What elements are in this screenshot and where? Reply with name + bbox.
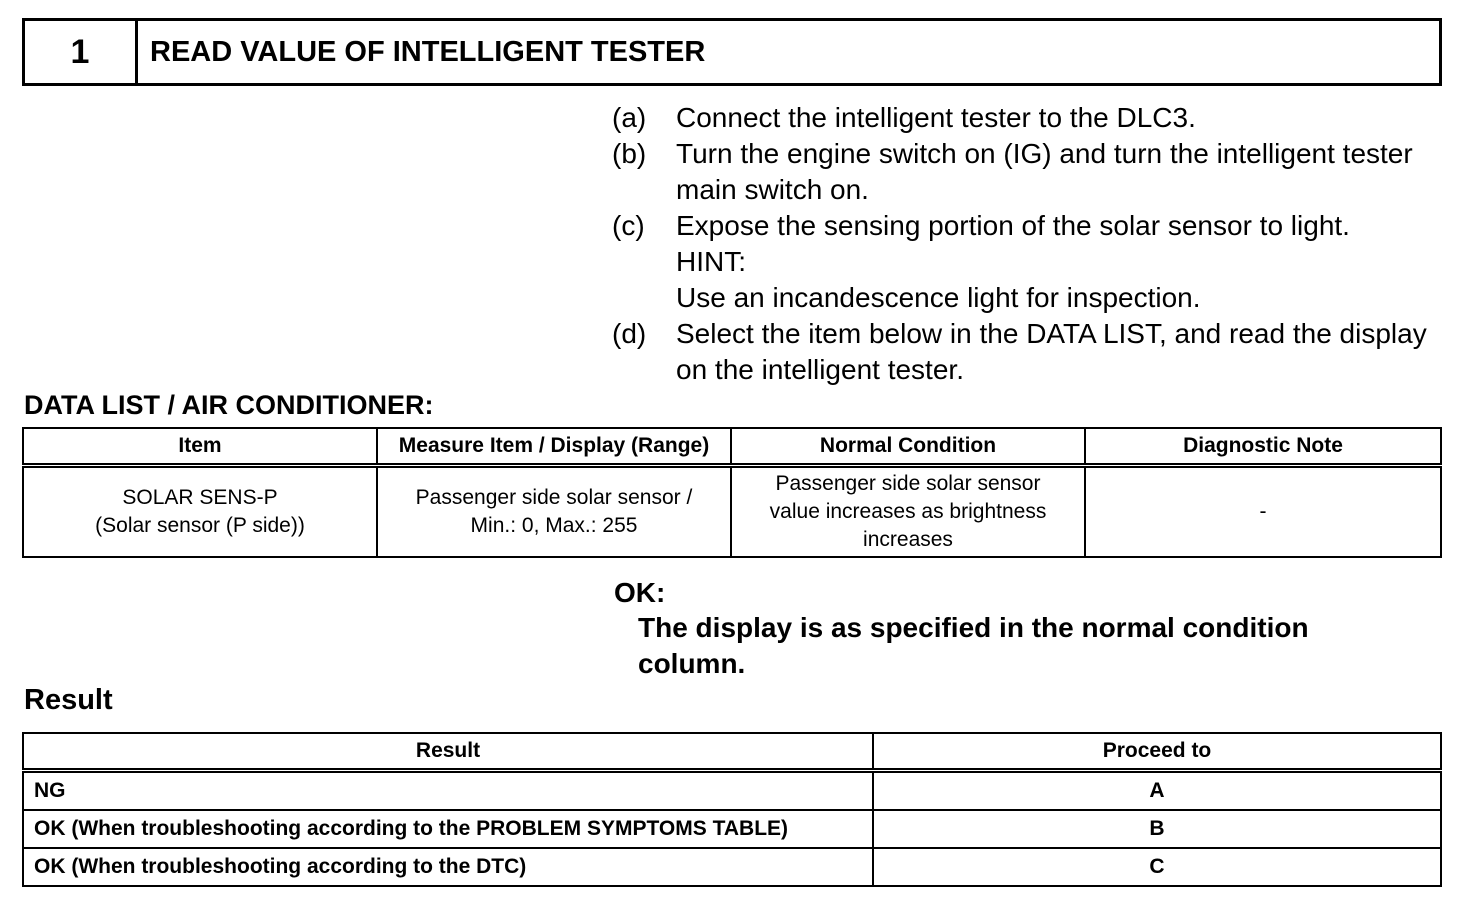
cell-diagnostic-note: - <box>1085 466 1441 558</box>
measure-line-1: Passenger side solar sensor / <box>415 486 693 509</box>
hint-text: Use an incandescence light for inspection. <box>676 282 1201 313</box>
measure-line-2: Min.: 0, Max.: 255 <box>470 514 638 537</box>
normal-line-3: increases <box>863 528 953 551</box>
header-item: Item <box>23 428 377 466</box>
step-title: READ VALUE OF INTELLIGENT TESTER <box>150 35 706 68</box>
item-description: (Solar sensor (P side)) <box>95 514 305 537</box>
cell-normal-condition <box>731 466 1085 558</box>
instruction-b-text: Turn the engine switch on (IG) and turn the intelligent tester main switch on. <box>676 138 1413 205</box>
step-header <box>22 18 1442 86</box>
instruction-d-text: Select the item below in the DATA LIST, and read the display on the intelligent tester. <box>676 318 1427 385</box>
instruction-c-text: Expose the sensing portion of the solar sensor to light. <box>676 210 1350 241</box>
instruction-d <box>612 316 1432 388</box>
proceed-cell: B <box>873 810 1441 848</box>
instruction-a-label: (a) <box>612 102 647 133</box>
instruction-b <box>612 136 1432 208</box>
table-row <box>23 810 1441 848</box>
ok-label: OK: <box>614 577 666 608</box>
header-measure-item: Measure Item / Display (Range) <box>377 428 731 466</box>
header-result: Result <box>23 733 873 771</box>
instruction-a <box>612 100 1432 136</box>
step-number: 1 <box>25 21 138 83</box>
instruction-c <box>612 208 1432 244</box>
table-row <box>23 466 1441 558</box>
normal-line-2: value increases as brightness <box>769 500 1047 523</box>
data-list-table <box>22 427 1442 558</box>
header-diagnostic-note: Diagnostic Note <box>1085 428 1441 466</box>
result-heading: Result <box>24 684 113 716</box>
instructions <box>612 100 1432 388</box>
result-cell: OK (When troubleshooting according to the DTC) <box>23 848 873 886</box>
cell-item <box>23 466 377 558</box>
result-header-row <box>23 733 1441 771</box>
result-table <box>22 732 1442 887</box>
cell-measure <box>377 466 731 558</box>
normal-line-1: Passenger side solar sensor <box>775 472 1041 495</box>
result-cell: NG <box>23 771 873 811</box>
result-cell: OK (When troubleshooting according to the PROBLEM SYMPTOMS TABLE) <box>23 810 873 848</box>
table-row <box>23 771 1441 811</box>
data-list-header-row <box>23 428 1441 466</box>
table-row <box>23 848 1441 886</box>
instruction-b-label: (b) <box>612 138 647 169</box>
item-name: SOLAR SENS-P <box>122 486 278 509</box>
proceed-cell: A <box>873 771 1441 811</box>
ok-block <box>614 576 1414 682</box>
proceed-cell: C <box>873 848 1441 886</box>
instruction-d-label: (d) <box>612 318 647 349</box>
data-list-heading: DATA LIST / AIR CONDITIONER: <box>24 390 434 420</box>
ok-text: The display is as specified in the normal condition column. <box>638 612 1309 679</box>
hint-label: HINT: <box>676 246 746 277</box>
header-proceed-to: Proceed to <box>873 733 1441 771</box>
header-normal-condition: Normal Condition <box>731 428 1085 466</box>
instruction-c-label: (c) <box>612 210 645 241</box>
instruction-a-text: Connect the intelligent tester to the DLC3. <box>676 102 1196 133</box>
